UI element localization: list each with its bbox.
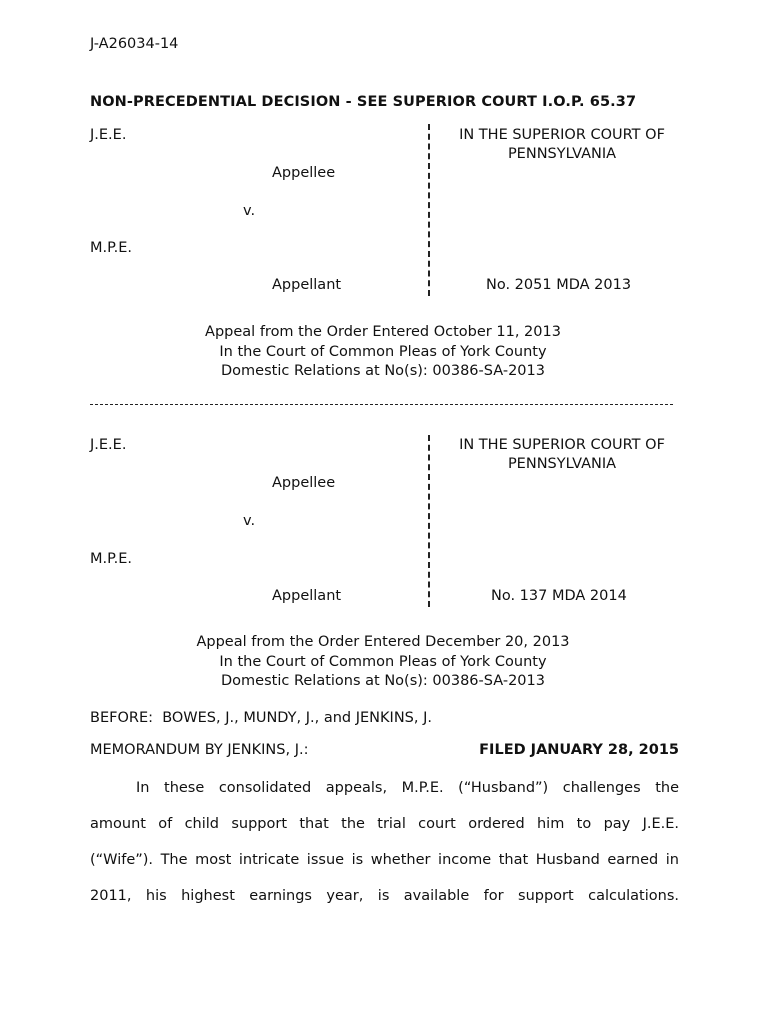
appellant-role: Appellant: [272, 277, 342, 293]
appellee-name: J.E.E.: [90, 437, 127, 453]
appeal-docket-line: Domestic Relations at No(s): 00386-SA-2013: [221, 673, 545, 689]
panel-line: BEFORE: BOWES, J., MUNDY, J., and JENKINS, J.: [90, 710, 432, 726]
case-separator: [90, 404, 673, 405]
docket-id: J-A26034-14: [90, 36, 179, 52]
court-name-line2: PENNSYLVANIA: [507, 146, 617, 162]
court-name: [436, 436, 688, 474]
appellee-role: Appellee: [272, 165, 336, 181]
appellant-name: M.P.E.: [90, 551, 132, 567]
case-number: No. 137 MDA 2014: [491, 588, 627, 604]
memorandum-author: MEMORANDUM BY JENKINS, J.:: [90, 742, 309, 758]
appellant-name: M.P.E.: [90, 240, 132, 256]
court-name-line1: IN THE SUPERIOR COURT OF: [459, 127, 665, 143]
appeal-order-line: Appeal from the Order Entered October 11, 2013: [205, 324, 561, 340]
appeal-info: [90, 633, 676, 692]
court-name-line2: PENNSYLVANIA: [507, 456, 617, 472]
caption-divider: [428, 124, 430, 296]
versus-label: v.: [243, 203, 256, 219]
appellee-role: Appellee: [272, 475, 336, 491]
versus-label: v.: [243, 513, 256, 529]
body-line-1: In these consolidated appeals, M.P.E. (“Husband”) challenges the: [136, 780, 679, 796]
court-name-line1: IN THE SUPERIOR COURT OF: [459, 437, 665, 453]
body-line-4: 2011, his highest earnings year, is available for support calculations.: [90, 888, 679, 904]
appeal-docket-line: Domestic Relations at No(s): 00386-SA-2013: [221, 363, 545, 379]
body-line-3: (“Wife”). The most intricate issue is whether income that Husband earned in: [90, 852, 679, 868]
appeal-info: [90, 323, 676, 382]
body-line-2: amount of child support that the trial court ordered him to pay J.E.E.: [90, 816, 679, 832]
appeal-court-line: In the Court of Common Pleas of York County: [219, 343, 547, 360]
filed-date: FILED JANUARY 28, 2015: [479, 742, 679, 758]
appeal-order-line: Appeal from the Order Entered December 20, 2013: [196, 634, 570, 650]
case-number: No. 2051 MDA 2013: [486, 277, 632, 293]
appeal-court-line: In the Court of Common Pleas of York County: [219, 653, 547, 670]
appellant-role: Appellant: [272, 588, 342, 604]
court-name: [436, 126, 688, 164]
non-precedential-notice: NON-PRECEDENTIAL DECISION - SEE SUPERIOR COURT I.O.P. 65.37: [90, 94, 637, 110]
caption-divider: [428, 435, 430, 607]
appellee-name: J.E.E.: [90, 127, 127, 143]
